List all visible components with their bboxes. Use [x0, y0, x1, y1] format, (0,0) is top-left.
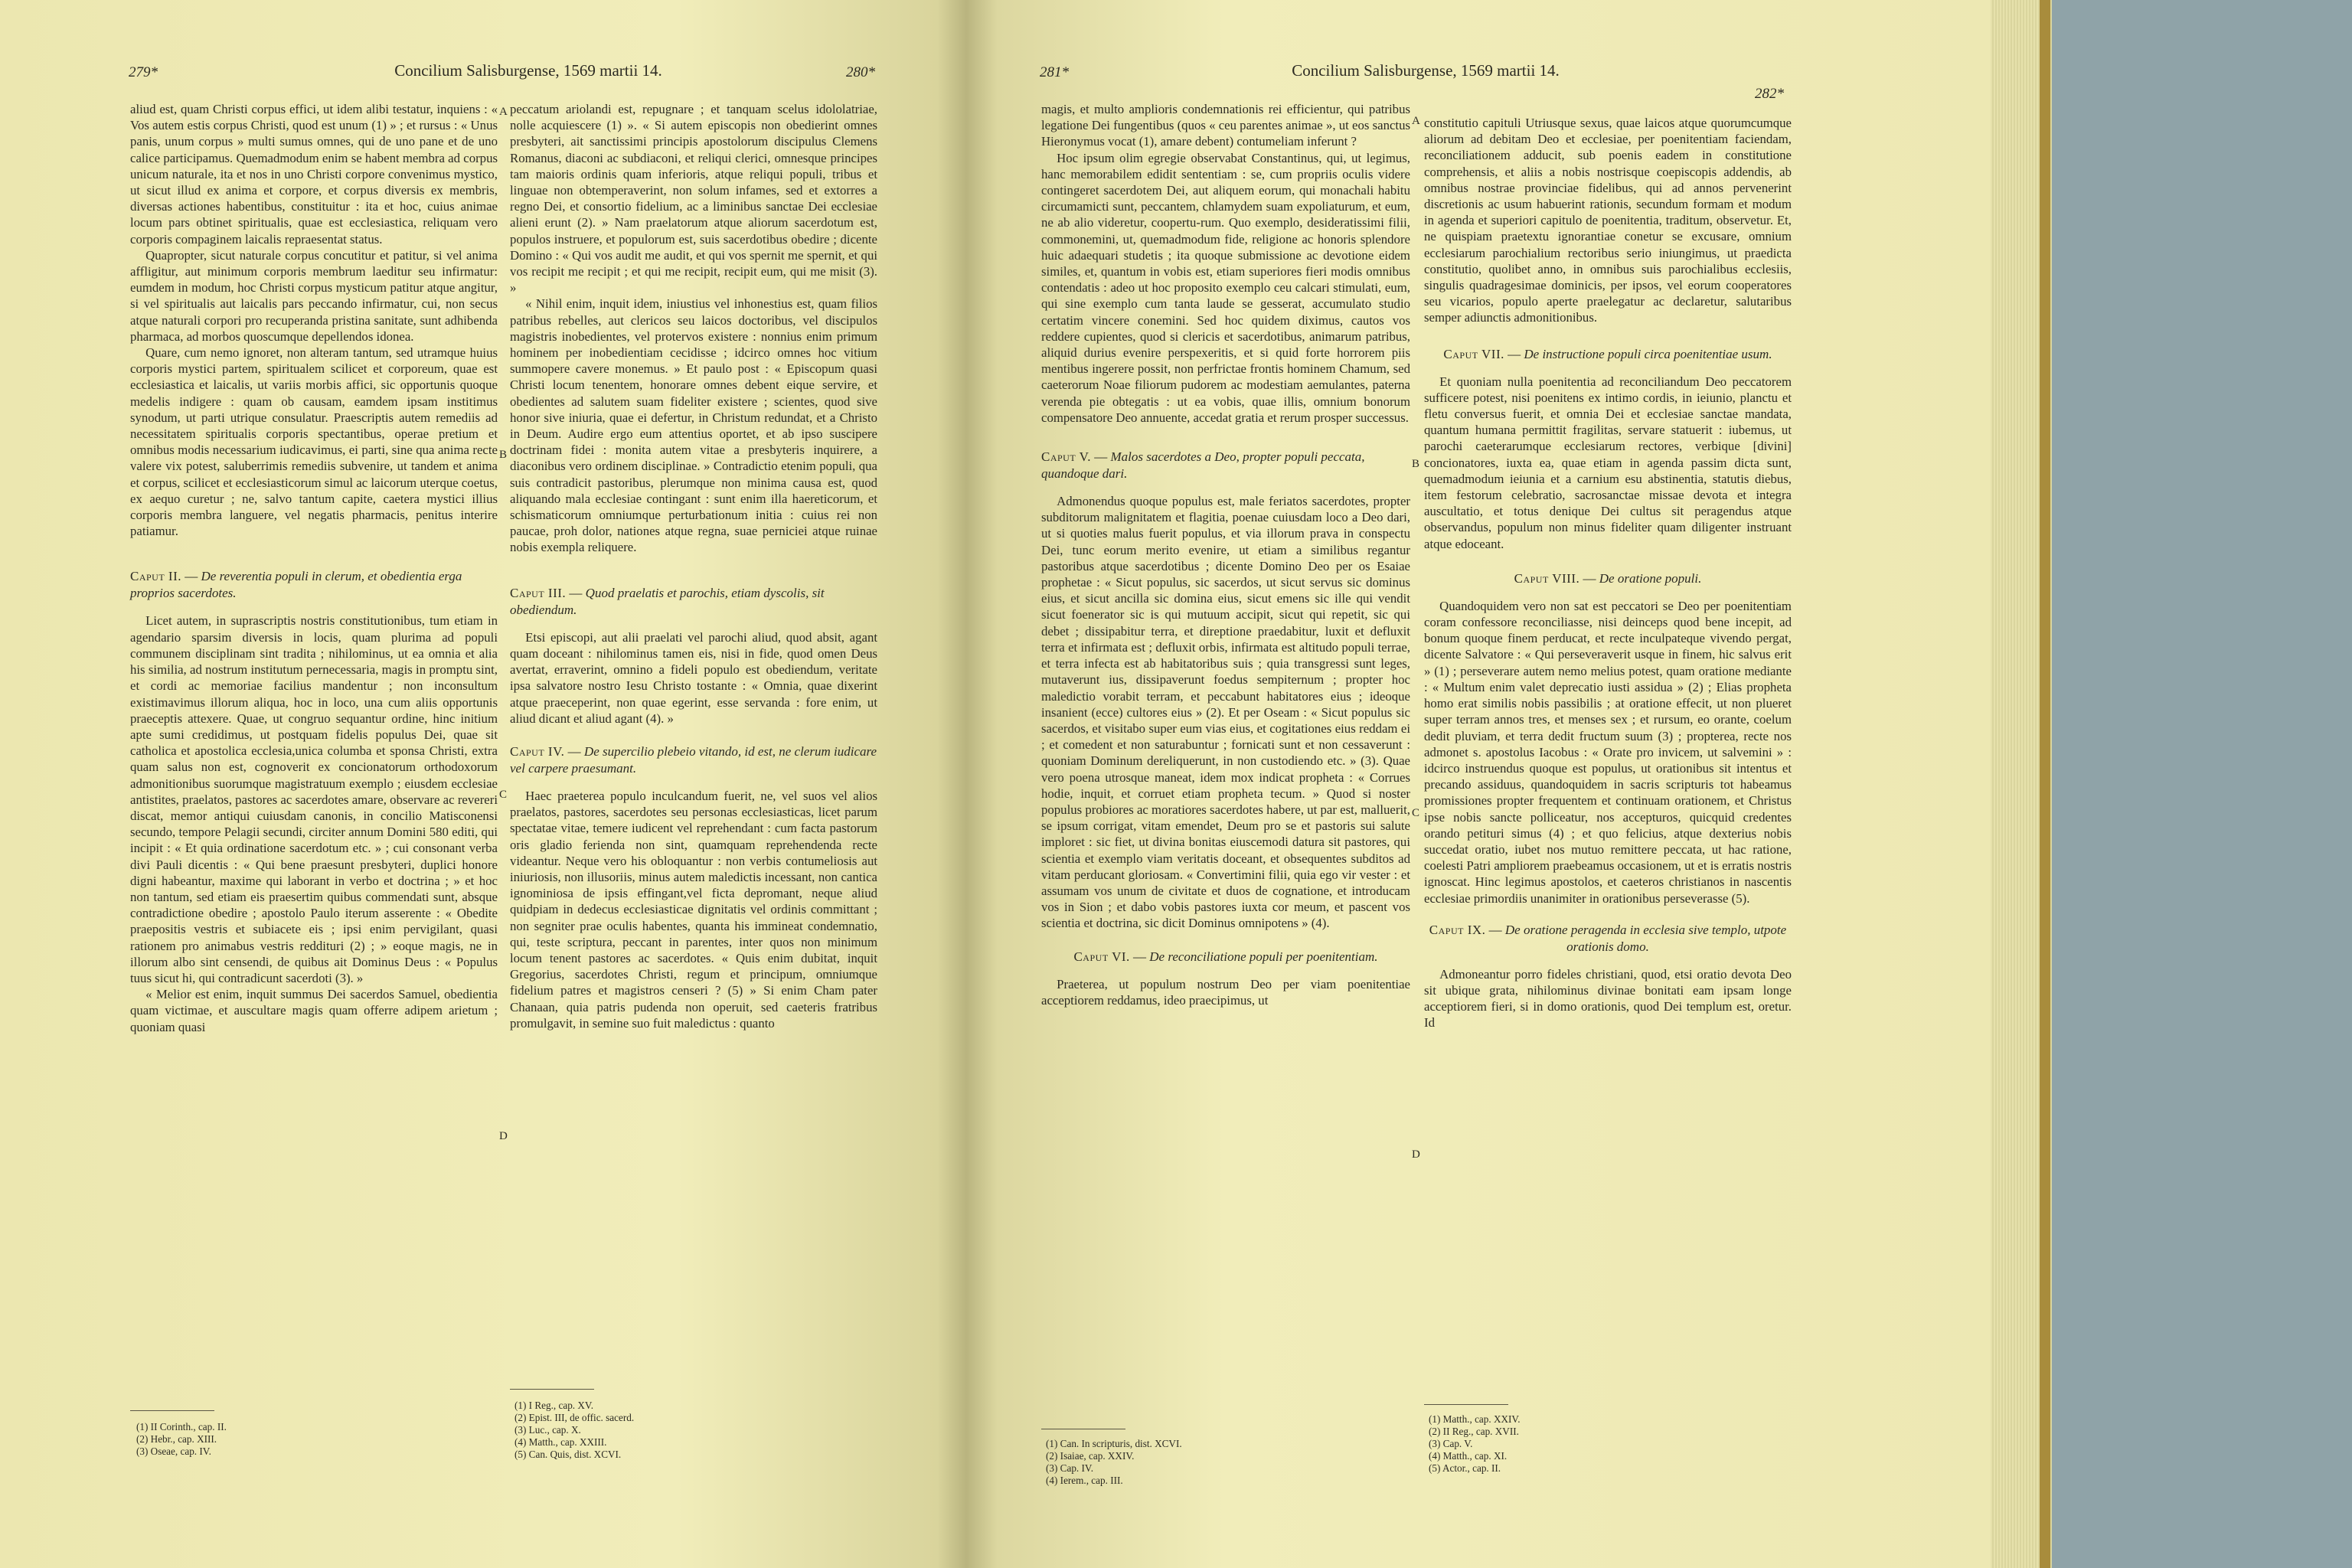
margin-letter: A [1412, 115, 1420, 127]
page-number: 282* [1755, 86, 1784, 102]
chapter-heading: Caput VII. — De instructione populi circa poenitentiae usum. [1443, 346, 1772, 361]
chapter-title: De reverentia populi in clerum, et obedientia erga proprios sacerdotes. [130, 569, 462, 601]
paragraph: Etsi episcopi, aut alii praelati vel parochi aliud, quod absit, agant quam doceant : nihilominus tamen eis, nisi in fide, quod omen Deus avertat, erraverint, omnino a fideli populo est obediendum, veritate ipsa salvatore nostro Iesu Christo tostante : « Omnia, quae dixerint atque praeceperint, non quae egerint, esse servanda : fore enim, ut aliud dicant et aliud agant (4). » [510, 629, 877, 726]
text-column [1041, 101, 1410, 1008]
footnote: (2) II Reg., cap. XVII. [1429, 1426, 1519, 1437]
chapter-label: Caput III. [510, 585, 567, 600]
left-page [0, 0, 966, 1568]
margin-letter: C [1412, 807, 1420, 819]
paragraph: magis, et multo amplioris condemnationis rei efficientur, qui patribus legatione Dei fungentibus (quos « ceu parentes animae », ut eos sanctus Hieronymus vocat (1), amare debent) contumeliam inferunt ? [1041, 102, 1410, 149]
margin-letter: A [499, 106, 508, 118]
chapter-title: De oratione populi. [1599, 570, 1702, 586]
paragraph: constitutio capituli Utriusque sexus, quae laicos atque quorumcumque aliorum ad debitam Deo et ecclesiae, per poenitentiam faciendam, reconciliationem adducit, sub poenis eadem in constitutione comprehensis, et aliis a nobis nostrisque coepiscopis addendis, ab omnibus nostrae provinciae fidelibus, qui ad annos pervenerint discretionis ac usum habuerint rationis, secundum formam et modum in agenda et superiori capitulo de poenitentia, traditum, observetur. Et, ne quispiam praetextu ignorantiae conetur se excusare, omnium ecclesiarum parochialium rectoribus serio iniungimus, ut praedicta constitutio, quolibet anno, in omnibus suis parochialibus ecclesiis, singulis quadragesimae dominicis, per ipsos, vel eorum cooperatores seu vicarios, populo aperte praelegatur ac declaretur, salutaribus semper adiunctis admonitionibus. [1424, 116, 1792, 325]
chapter-label: Caput VI. [1073, 949, 1130, 964]
footnote: (3) Oseae, cap. IV. [136, 1446, 211, 1457]
chapter-heading: Caput V. — Malos sacerdotes a Deo, propter populi peccata, quandoque dari. [1041, 449, 1365, 482]
chapter-label: Caput VII. [1443, 346, 1504, 361]
paragraph: Quandoquidem vero non sat est peccatori se Deo per poenitentiam coram confessore reconciliasse, nisi deinceps quod bene incepit, ad bonum quoque finem perducat, et recte inculpateque vivendo pergat, dicente Salvatore : « Qui perseveraverit usque in finem, hic salvus erit » (1) ; perseverare autem nemo melius potest, quam oratione mediante : « Multum enim valet deprecatio iusti assidua » (2) ; Elias propheta homo erat similis nobis passibilis ; at oratione effecit, ut non plueret super terram annos tres, et menses sex ; et rursum, eo orante, coelum dedit pluviam, et terra dedit fructum suum (3) ; propterea, recte nos admonet s. apostolus Iacobus : « Orate pro invicem, ut salvemini » : idcirco instruendus quoque est populus, ut orationibus sit intentus et precando assiduus, quandoquidem in sacris scripturis tot habeamus promissiones propter frequentem et continuam orationem, et Christus ipse nobis sancte polliceatur, nos accepturos, quicquid credentes orando petituri simus (4) ; et quo felicius, atque dexterius nobis succedat oratio, iubet nos mutuo remittere peccata, ut hac ratione, coelesti Patri ampliorem praebeamus occasionem, ut et is erratis nostris ignoscat. Hinc legimus apostolos, et caeteros christianos in nascentis ecclesiae primordiis unanimiter in orationibus perseverasse (5). [1424, 598, 1792, 906]
footnote: (1) Matth., cap. XXIV. [1429, 1413, 1521, 1425]
footnote: (4) Ierem., cap. III. [1046, 1475, 1123, 1486]
chapter-heading: Caput IX. — De oratione peragenda in ecclesia sive templo, utpote orationis domo. [1429, 922, 1787, 954]
running-header: Concilium Salisburgense, 1569 martii 14. [394, 61, 662, 80]
paragraph: peccatum ariolandi est, repugnare ; et tanquam scelus idololatriae, nolle acquiescere (1) ». « Si autem episcopis non obedierint omnes presbyteri, ait sanctissimi principis apostolorum discipulus Clemens Romanus, diaconi ac subdiaconi, et reliqui clerici, omnesque principes tam maioris ordinis quam inferioris, atque reliqui populi, tribus et linguae non obtemperaverint, non solum infames, sed et extorres a regno Dei, et consortio fidelium, ac a liminibus sanctae Dei ecclesiae alieni erunt (2). » Nam praelatorum atque aliorum sacerdotum est, populos instruere, et populorum est, suis sacerdotibus obedire ; dicente Domino : « Qui vos audit me audit, et qui vos spernit me spernit, et qui vos recipit me recipit ; et qui me recipit, recipit eum, qui me misit (3). » [510, 102, 877, 296]
text-column [510, 101, 877, 1031]
right-page [966, 0, 2000, 1568]
paragraph: aliud est, quam Christi corpus effici, ut idem alibi testatur, inquiens : « Vos autem estis corpus Christi, quod est unum (1) » ; et rursus : « Unus panis, unum corpus » multi sumus omnes, qui de uno pane et de uno calice participamus. Quemadmodum enim se habent membra ad corpus unicum naturale, ita et nos in uno Christi corpore convenimus mystico, ut sicut illud ex anima et corpore, et corpus diversis ex membris, diversas actiones habentibus, constituitur : ita et hoc, cuius animae locum pars obtinet spiritualis, quae est ecclesiastica, reliquam vero corporis compaginem laicalis repraesentat status. [130, 102, 498, 247]
chapter-title: De supercilio plebeio vitando, id est, ne clerum iudicare vel carpere praesumant. [510, 743, 877, 776]
text-column [130, 101, 498, 1035]
chapter-label: Caput VIII. [1514, 570, 1580, 586]
footnotes [1429, 1413, 1735, 1475]
page-number: 280* [846, 64, 875, 80]
chapter-heading: Caput III. — Quod praelatis et parochis, etiam dyscolis, sit obediendum. [510, 585, 825, 617]
running-header: Concilium Salisburgense, 1569 martii 14. [1292, 61, 1560, 80]
page-number: 281* [1040, 64, 1069, 80]
page-number: 279* [129, 64, 158, 80]
footnotes [136, 1421, 443, 1458]
chapter-heading: Caput VI. — De reconciliatione populi per poenitentiam. [1073, 949, 1378, 964]
paragraph: Quare, cum nemo ignoret, non alteram tantum, sed utramque huius corporis mystici partem, spiritualem scilicet et corporeum, quae est ecclesiastica et laicalis, ut variis morbis affici, sic opportunis quoque medelis indigere : quam ob causam, eamdem ipsam institimus synodum, ut parti utrique consulatur. Praescriptis autem remediis ad necessitatem spiritualis corporis spectantibus, operae pretium et omnibus modis necessarium iudicavimus, ei parti, sine qua anima recte valere vix potest, saluberrimis remediis subvenire, ut tandem et anima et corpus, scilicet et ecclesiasticorum simul ac laicorum uterque coetus, ex aequo curetur ; ne, salvo tantum capite, caetera mystici illius corporis membra languere, vel negatis pharmacis, penitus interire patiamur. [130, 345, 498, 539]
book-cover-edge [2040, 0, 2050, 1568]
footnote-rule [510, 1389, 594, 1390]
paragraph: Admoneantur porro fideles christiani, quod, etsi oratio devota Deo sit ubique grata, nihilominus divinae bonitati eam ipsam longe acceptiorem fieri, si in domo orationis, quod Dei templum est, oretur. Id [1424, 966, 1792, 1031]
paragraph: Hoc ipsum olim egregie observabat Constantinus, qui, ut legimus, hanc memorabilem edidit sententiam : se, cum propriis oculis videre contingeret sacerdotem Dei, aut aliquem eorum, qui monachali habitu circumamicti sunt, peccantem, chlamydem suam expoliaturum, et eum, ne ab alio videretur, coopertu-rum. Quo exemplo, desideratissimi filii, commonemini, ut, quemadmodum fide, religione ac honoris splendore huic adaequari studetis ; ita quoque submissione ac devotione eidem similes, et, quantum in vobis est, etiam superiores fieri modis omnibus contendatis : adeo ut hoc proposito exemplo ceu calcari stimulati, eum, qui sine exemplo cum tanta laude se gesserat, accumulato studio certatim vincere conemini. Sed hoc quidem diximus, cautos vos reddere cupientes, quod si clericis et sacerdotibus, animarum patribus, aliquid durius evenire perspexeritis, et si quid forte horrorem piis mentibus ingerere possit, non perfrictae frontis hominem Chamum, sed caeterorum Noae filiorum pudorem ac modestiam aemulantes, paterna verenda pie obtegatis : ut ea vobis, quae illis, omnium bonorum compensatore Deo annuente, accedat gratia et rerum prosper successus. [1041, 150, 1410, 425]
margin-letter: B [1412, 458, 1420, 470]
margin-letter: D [499, 1130, 508, 1142]
footnote: (4) Matth., cap. XXIII. [514, 1436, 607, 1448]
paragraph: Quapropter, sicut naturale corpus concutitur et patitur, si vel anima affligitur, aut minimum corporis membrum laeditur seu infirmatur: eumdem in modum, hoc Christi corpus mysticum patitur atque angitur, si vel spiritualis aut laicalis pars peccando infirmatur, cui, non secus atque naturali corpori pro recuperanda pristina sanitate, sunt adhibenda pharmaca, ad morbos quoscumque depellendos idonea. [130, 247, 498, 344]
chapter-title: De oratione peragenda in ecclesia sive templo, utpote orationis domo. [1504, 922, 1787, 954]
footnotes [1046, 1438, 1383, 1487]
paragraph: Et quoniam nulla poenitentia ad reconciliandum Deo peccatorem sufficere potest, nisi poenitens ex intimo cordis, in ieiunio, planctu et fletu conversus fuerit, et omnia Dei et ecclesiae sanctae mandata, quantum humana permittit fragilitas, servare statuerit : iubemus, ut parochi caeterarumque ecclesiarum rectores, verbique [divini] concionatores, iuxta ea, quae etiam in agenda passim dicta sunt, quemadmodum ieiunia et a carnium esu abstinentia, statutis diebus, item festorum celebratio, sacrosanctae missae devota et integra auscultatio, et totus denique Dei cultus sit peragendus atque observandus, populum non minus fideliter quam diligenter instruant atque edoceant. [1424, 374, 1792, 551]
chapter-title: De instructione populi circa poenitentiae usum. [1524, 346, 1772, 361]
chapter-label: Caput IV. [510, 743, 565, 759]
footnote-rule [1424, 1404, 1508, 1405]
paragraph: Licet autem, in suprascriptis nostris constitutionibus, tum etiam in agendario sparsim diversis in locis, quam plurima ad populi communem disciplinam sint tradita ; nihilominus, ut ea omnia et alia his similia, ad nostrum institutum pernecessaria, magis in promptu sint, et cordi ac memoriae facilius mandentur ; non inconsultum existimavimus illorum aliqua, hoc in loco, una cum aliis opportunis praeceptis attexere. Quae, ut congruo sequantur ordine, hinc initium apte sumi credidimus, ut postquam fidelis populus Dei, quae sit catholica et apostolica ecclesia,unica columba et sponsa Christi, extra quam salus non est, cognoverit ex concionatorum orthodoxorum admonitionibus suorumque magistratuum exemplo ; eiusdem ecclesiae antistites, praelatos, pastores ac sacerdotes amare, observare ac revereri discat, memor antiqui cuiusdam canonis, in concilio Matisconensi secundo, tempore Pelagii secundi, circiter annum Domini 580 editi, qui incipit : « Et quia ordinatione sacerdotum etc. » ; cui consonant verba divi Pauli dicentis : « Qui bene praesunt presbyteri, duplici honore digni habeantur, maxime qui laborant in verbo et doctrina ; » et hoc non tantum, sed etiam eis praesertim quibus commendati sunt, absque contradictione obedire ; apostolo Paulo iterum asserente : « Obedite praepositis vestris et subiacete eis ; ipsi enim pervigilant, quasi rationem pro animabus vestris reddituri (2) ; » eoque magis, ne in illorum albo sint censendi, de quibus ait Dominus Deus : « Populus tuus sicut hi, qui contradicunt sacerdoti (3). » [130, 613, 498, 985]
chapter-heading: Caput VIII. — De oratione populi. [1514, 570, 1702, 586]
chapter-title: De reconciliatione populi per poenitentiam. [1149, 949, 1378, 964]
footnote: (2) Epist. III, de offic. sacerd. [514, 1412, 635, 1423]
footnote: (2) Hebr., cap. XIII. [136, 1433, 217, 1445]
paragraph: Admonendus quoque populus est, male feriatos sacerdotes, propter subditorum malignitatem et flagitia, poenae cuiusdam loco a Deo dari, ut si quoties malus fuerit populus, et via illorum prava in conspectu Dei, tunc eorum merito evenire, ut etiam a similibus regantur pastoribus atque sacerdotibus ; dicente Domino Deo per os Esaiae prophetae : « Sicut populus, sic sacerdos, ut sicut servus sic dominus eius, et sicut ancilla sic domina eius, sicut emens sic ille qui vendit sicut foenerator sic is qui mutuum accipit, sicut qui repetit, sic qui debet ; dissipabitur terra, et direptione praedabitur, luxit et defluxit terra et infirmata est ; defluxit orbis, infirmata est altitudo populi terrae, et terra infecta est ab habitatoribus suis ; quia transgressi sunt leges, mutaverunt ius, dissipaverunt foedus sempiternum ; propter hoc maledictio vorabit terram, et peccabunt habitatores eius ; ideoque insanient (ecce) cultores eius » (2). Et per Oseam : « Sicut populus sic sacerdos, et visitabo super eum vias eius, et cogitationes eius reddam ei ; et comedent et non saturabuntur ; fornicati sunt et non cessaverunt : quoniam Dominum dereliquerunt, in non custodiendo etc. » (3). Quae vero poena utrosque maneat, idem mox indicat propheta : « Corrues hodie, inquit, et corruet etiam propheta tecum. » Quod si noster populus probiores ac moratiores sacerdotes habere, ut par est, malluerit, se ipsum corrigat, vitam emendet, Deum pro se et pastoris sui salute imploret : sic fiet, ut divina bonitas eiuscemodi datura sit pastores, qui scientia et exemplo viam veritatis doceant, et obsequentes subditos ad vitam perducant gloriosam. « Convertimini filii, quia ego vir vester : et assumam vos unum de civitate et duos de cognatione, et introducam vos in Sion ; et dabo vobis pastores iuxta cor meum, et pascent vos scientia et doctrina, sic dicit Dominus omnipotens » (4). [1041, 494, 1410, 931]
chapter-title: Malos sacerdotes a Deo, propter populi peccata, quandoque dari. [1041, 449, 1365, 482]
footnote: (3) Cap. V. [1429, 1438, 1473, 1449]
chapter-heading: Caput II. — De reverentia populi in clerum, et obedientia erga proprios sacerdotes. [130, 569, 462, 601]
chapter-heading: Caput IV. — De supercilio plebeio vitando, id est, ne clerum iudicare vel carpere praesumant. [510, 743, 877, 776]
footnote: (5) Actor., cap. II. [1429, 1462, 1501, 1474]
footnote: (3) Luc., cap. X. [514, 1424, 581, 1436]
chapter-label: Caput II. [130, 569, 181, 584]
chapter-label: Caput IX. [1429, 922, 1486, 937]
margin-letter: C [499, 789, 508, 801]
footnote-rule [130, 1410, 214, 1411]
margin-letter: B [499, 449, 508, 461]
chapter-title: Quod praelatis et parochis, etiam dyscolis, sit obediendum. [510, 585, 825, 617]
footnote: (4) Matth., cap. XI. [1429, 1450, 1508, 1462]
footnote: (5) Can. Quis, dist. XCVI. [514, 1449, 622, 1460]
footnote: (1) Can. In scripturis, dist. XCVI. [1046, 1438, 1182, 1449]
footnote: (1) II Corinth., cap. II. [136, 1421, 227, 1432]
chapter-label: Caput V. [1041, 449, 1091, 465]
margin-letter: D [1412, 1148, 1420, 1161]
paragraph: « Nihil enim, inquit idem, iniustius vel inhonestius est, quam filios patribus rebelles, aut clericos seu laicos doctoribus, vel discipulos magistris inobedientes, vel protervos existere : nonnius enim primum hominem per inobedientiam cecidisse ; idcirco omnes hoc vitium summopere cavere monemus. » Et paulo post : « Episcopum quasi Christi locum tenentem, honorare omnes debent eique servire, et obedientes ad salutem suam fideliter existere ; scientes, quod sive honor sive iniuria, quae ei defertur, in Christum redundat, et a Christo in Deum. Audire ergo eum attentius oportet, et ab ipso suscipere doctrinam fidei : monita autem vitae a presbyteris inquirere, a diaconibus vero ordinem disciplinae. » Contradictio etenim populi, qua suis contradicit pastoribus, plerumque non minima causa est, quod aliquando mala ecclesiae contingant : sunt enim illa haereticorum, et schismaticorum omniumque perturbationum initia : cuius rei non paucae, proh dolor, nationes atque regna, suae perniciei atque ruinae nobis exempla reliquere. [510, 296, 877, 555]
paragraph: Haec praeterea populo inculcandum fuerit, ne, vel suos vel alios praelatos, pastores, sacerdotes seu personas ecclesiasticas, licet parum spectatae vitae, temere iudicent vel reprehendant : cum facta pastorum oris gladio ferienda non sint, quamquam reprehendenda recte videantur. Neque vero his obloquantur : non verbis contumeliosis aut iniuriosis, non illusoriis, minus autem maledictis incessant, non cantica ignominiosa de ipsis effingant,vel ficta depromant, neque aliud quidpiam in dedecus ecclesiasticae dignitatis vel ordinis committant ; non segniter prae oculis habentes, quanta his immineat condemnatio, qui, teste scriptura, peccant in parentes, inter quos non minimum locum tenent pastores ac sacerdotes. « Quis enim dubitat, inquit Gregorius, sacerdotes Christi, regum et principum, omniumque fidelium patres et magistros censeri ? (5) » Si enim Cham pater Chanaan, quia patris pudenda non operuit, sed caeteris fratribus promulgavit, in semine suo fuit maledictus : quanto [510, 788, 877, 1031]
footnote: (1) I Reg., cap. XV. [514, 1400, 594, 1411]
text-column [1424, 115, 1792, 1031]
footnotes [514, 1400, 821, 1461]
footnote: (2) Isaiae, cap. XXIV. [1046, 1450, 1135, 1462]
footnote: (3) Cap. IV. [1046, 1462, 1094, 1474]
paragraph: « Melior est enim, inquit summus Dei sacerdos Samuel, obedientia quam victimae, et auscultare magis quam offerre adipem arietum ; quoniam quasi [130, 987, 498, 1034]
paragraph: Praeterea, ut populum nostrum Deo per viam poenitentiae acceptiorem reddamus, ideo praecipimus, ut [1041, 976, 1410, 1008]
